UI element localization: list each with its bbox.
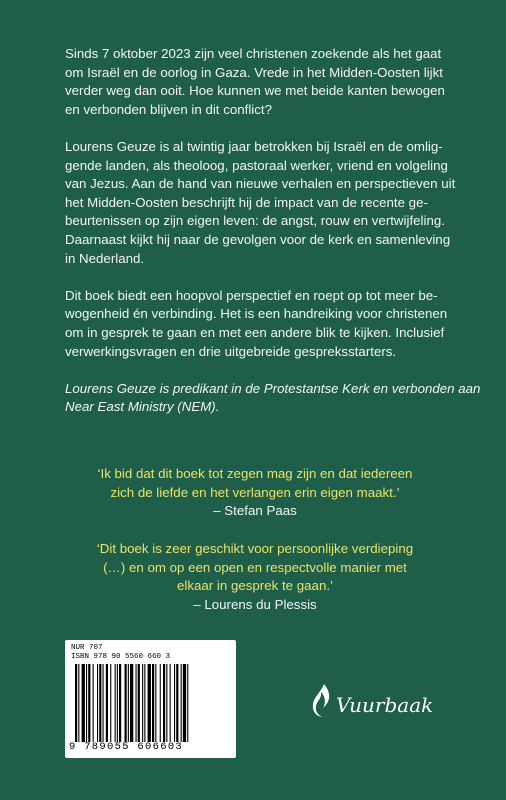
quote-author: – Lourens du Plessis bbox=[193, 596, 317, 612]
text-line: om in gesprek te gaan en met een andere blik te kijken. Inclusief bbox=[65, 324, 445, 340]
quote-line: elkaar in gesprek te gaan.’ bbox=[177, 578, 333, 594]
text-line: Lourens Geuze is predikant in de Protestantse Kerk en verbonden aan bbox=[65, 380, 481, 396]
text-line: van Jezus. Aan de hand van nieuwe verhalen en perspectieven uit bbox=[65, 176, 456, 192]
barcode-digits: 9 789055 606603 bbox=[69, 741, 184, 753]
publisher-name: Vuurbaak bbox=[336, 693, 434, 717]
blurb-paragraph-1 bbox=[65, 45, 445, 119]
blurb-paragraph-2 bbox=[65, 138, 456, 268]
quote-line: (…) en om op een open en respectvolle manier met bbox=[103, 559, 407, 575]
blurb-paragraph-3 bbox=[65, 287, 448, 361]
text-line: Daarnaast kijkt hij naar de gevolgen voor de kerk en samenleving bbox=[65, 231, 451, 247]
text-line: Lourens Geuze is al twintig jaar betrokken bij Israël en de omlig- bbox=[65, 138, 443, 154]
barcode bbox=[65, 640, 236, 758]
text-line: en verbonden blijven in dit conflict? bbox=[65, 101, 272, 117]
publisher-logo bbox=[312, 682, 452, 726]
text-line: om Israël en de oorlog in Gaza. Vrede in het Midden-Oosten lijkt bbox=[65, 64, 443, 80]
quote-author: – Stefan Paas bbox=[213, 503, 297, 519]
barcode-bars bbox=[75, 664, 226, 742]
endorsement-quote bbox=[65, 465, 445, 521]
text-line: in Nederland. bbox=[65, 250, 145, 266]
text-line: Near East Ministry (NEM). bbox=[65, 399, 220, 415]
quote-line: zich de liefde en het verlangen erin eigen maakt.’ bbox=[110, 484, 400, 500]
text-line: Dit boek biedt een hoopvol perspectief en roept op tot meer be- bbox=[65, 287, 438, 303]
text-line: beurtenissen op zijn eigen leven: de angst, rouw en vertwijfeling. bbox=[65, 213, 445, 229]
author-bio bbox=[65, 380, 481, 417]
nur-code: NUR 707 bbox=[71, 644, 103, 652]
text-line: Sinds 7 oktober 2023 zijn veel christenen zoekende als het gaat bbox=[65, 46, 442, 61]
isbn-number: ISBN 978 90 5560 660 3 bbox=[71, 653, 171, 661]
text-line: het Midden-Oosten beschrijft hij de impact van de recente ge- bbox=[65, 194, 428, 210]
blurb-text bbox=[65, 45, 481, 435]
endorsement-quote bbox=[65, 540, 445, 614]
text-line: verwerkingsvragen en drie uitgebreide gespreksstarters. bbox=[65, 343, 397, 359]
quote-line: ‘Dit boek is zeer geschikt voor persoonlijke verdieping bbox=[96, 541, 414, 556]
flame-icon bbox=[312, 682, 334, 720]
text-line: gende landen, als theoloog, pastoraal werker, vriend en volgeling bbox=[65, 157, 448, 173]
text-line: wogenheid én verbinding. Het is een handreiking voor christenen bbox=[65, 306, 448, 322]
text-line: verder weg dan ooit. Hoe kunnen we met beide kanten bewogen bbox=[65, 83, 445, 99]
quote-line: ‘Ik bid dat dit boek tot zegen mag zijn en dat iedereen bbox=[97, 466, 413, 481]
